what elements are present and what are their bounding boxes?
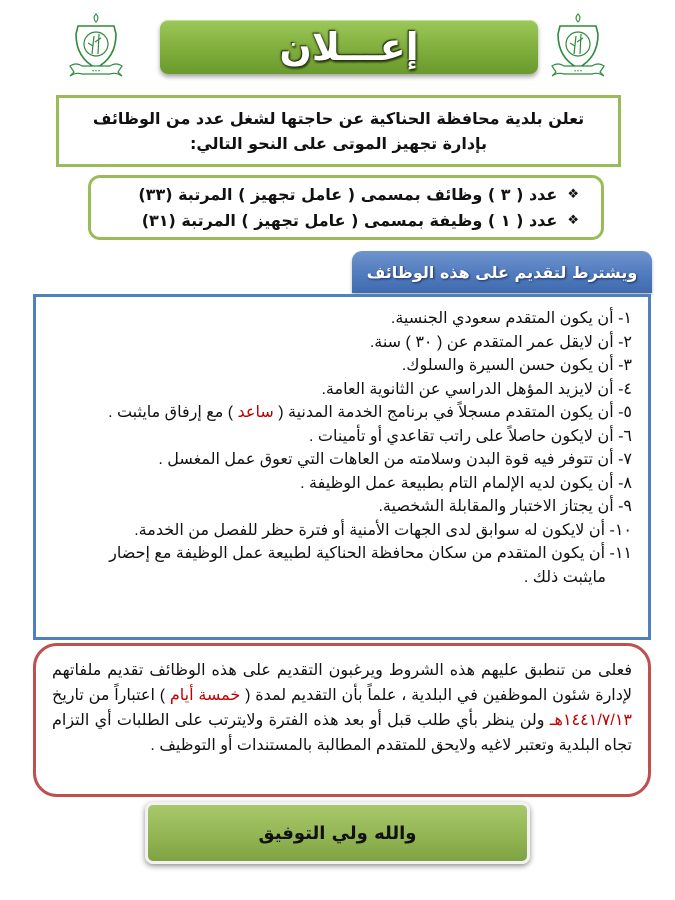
svg-text:•••: ••• (91, 68, 101, 75)
requirement-item: ٩- أن يجتاز الاختبار والمقابلة الشخصية. (378, 498, 632, 515)
page-title: إعـــلان (279, 25, 419, 69)
intro-text: تعلن بلدية محافظة الحناكية عن حاجتها لشغل عدد من الوظائف بإدارة تجهيز الموتى على النحو التالي: (92, 109, 585, 153)
emblem-icon (548, 12, 608, 80)
requirement-item: ١٠- أن لايكون له سوابق لدى الجهات الأمنية أو فترة حظر للفصل من الخدمة. (134, 521, 632, 539)
intro-box (56, 95, 621, 167)
requirement-item: ١١- أن يكون المتقدم من سكان محافظة الحناكية لطبيعة عمل الوظيفة مع إحضار (109, 545, 632, 562)
title-banner (160, 20, 538, 74)
emblem-icon (66, 12, 126, 80)
job-text: عدد ( ١ ) وظيفة بمسمى ( عامل تجهيز ) المرتبة (٣١) (141, 211, 558, 230)
svg-text:•••: ••• (573, 68, 583, 75)
diamond-bullet-icon: ❖ (567, 213, 579, 228)
footer-text: والله ولي التوفيق (258, 822, 417, 844)
requirements-header-text: ويشترط لتقديم على هذه الوظائف (366, 262, 638, 282)
footer-banner (145, 802, 530, 864)
requirement-item-continuation: مايثبت ذلك . (523, 568, 606, 586)
closing-box (33, 643, 651, 797)
closing-text: فعلى من تنطبق عليهم هذه الشروط ويرغبون التقديم على هذه الوظائف تقديم ملفاتهم لإدارة شئون الموظفين في البلدية ، علماً بأن التقديم لمدة ( (52, 662, 632, 704)
requirement-item: ٢- أن لايقل عمر المتقدم عن ( ٣٠ ) سنة. (369, 333, 632, 351)
requirement-text: ٥- أن يكون المتقدم مسجلاً في برنامج الخدمة المدنية ( (273, 404, 632, 421)
requirement-item: ٦- أن لايكون حاصلاً على راتب تقاعدي أو تأمينات . (309, 427, 632, 445)
municipality-logo-right (548, 12, 608, 80)
requirement-item (50, 401, 632, 425)
closing-paragraph (52, 658, 632, 758)
requirement-item: ٣- أن يكون حسن السيرة والسلوك. (401, 357, 632, 374)
requirement-item: ١- أن يكون المتقدم سعودي الجنسية. (390, 310, 632, 327)
requirement-item: ٨- أن يكون لديه الإلمام التام بطبيعة عمل الوظيفة . (300, 474, 632, 492)
municipality-logo-left (66, 12, 126, 80)
requirement-item: ٧- أن تتوفر فيه قوة البدن وسلامته من العاهات التي تعوق عمل المغسل . (158, 451, 632, 468)
requirements-box (33, 294, 651, 640)
requirements-header (352, 251, 652, 293)
requirement-item: ٤- أن لايزيد المؤهل الدراسي عن الثانوية العامة. (321, 380, 632, 398)
job-item (101, 208, 579, 234)
job-text: عدد ( ٣ ) وظائف بمسمى ( عامل تجهيز ) المرتبة (٣٣) (138, 185, 558, 204)
duration-highlight: خمسة أيام (169, 687, 241, 704)
requirement-text: ) مع إرفاق مايثبت . (108, 404, 238, 421)
date-highlight: ١٤٤١/٧/١٣هـ (549, 712, 632, 729)
saed-program-highlight: ساعد (237, 404, 274, 421)
job-item (101, 182, 579, 208)
closing-text: ولن ينظر بأي طلب قبل أو بعد هذه الفترة ولايترتب على الطلبات أي التزام تجاه البلدية وتعتبر لاغيه ولايحق للمتقدم المطالبة بالمستندات أو التوظيف . (52, 712, 632, 754)
closing-text: ) اعتباراً من تاريخ (52, 687, 170, 704)
jobs-box (88, 175, 604, 240)
diamond-bullet-icon: ❖ (567, 187, 579, 202)
